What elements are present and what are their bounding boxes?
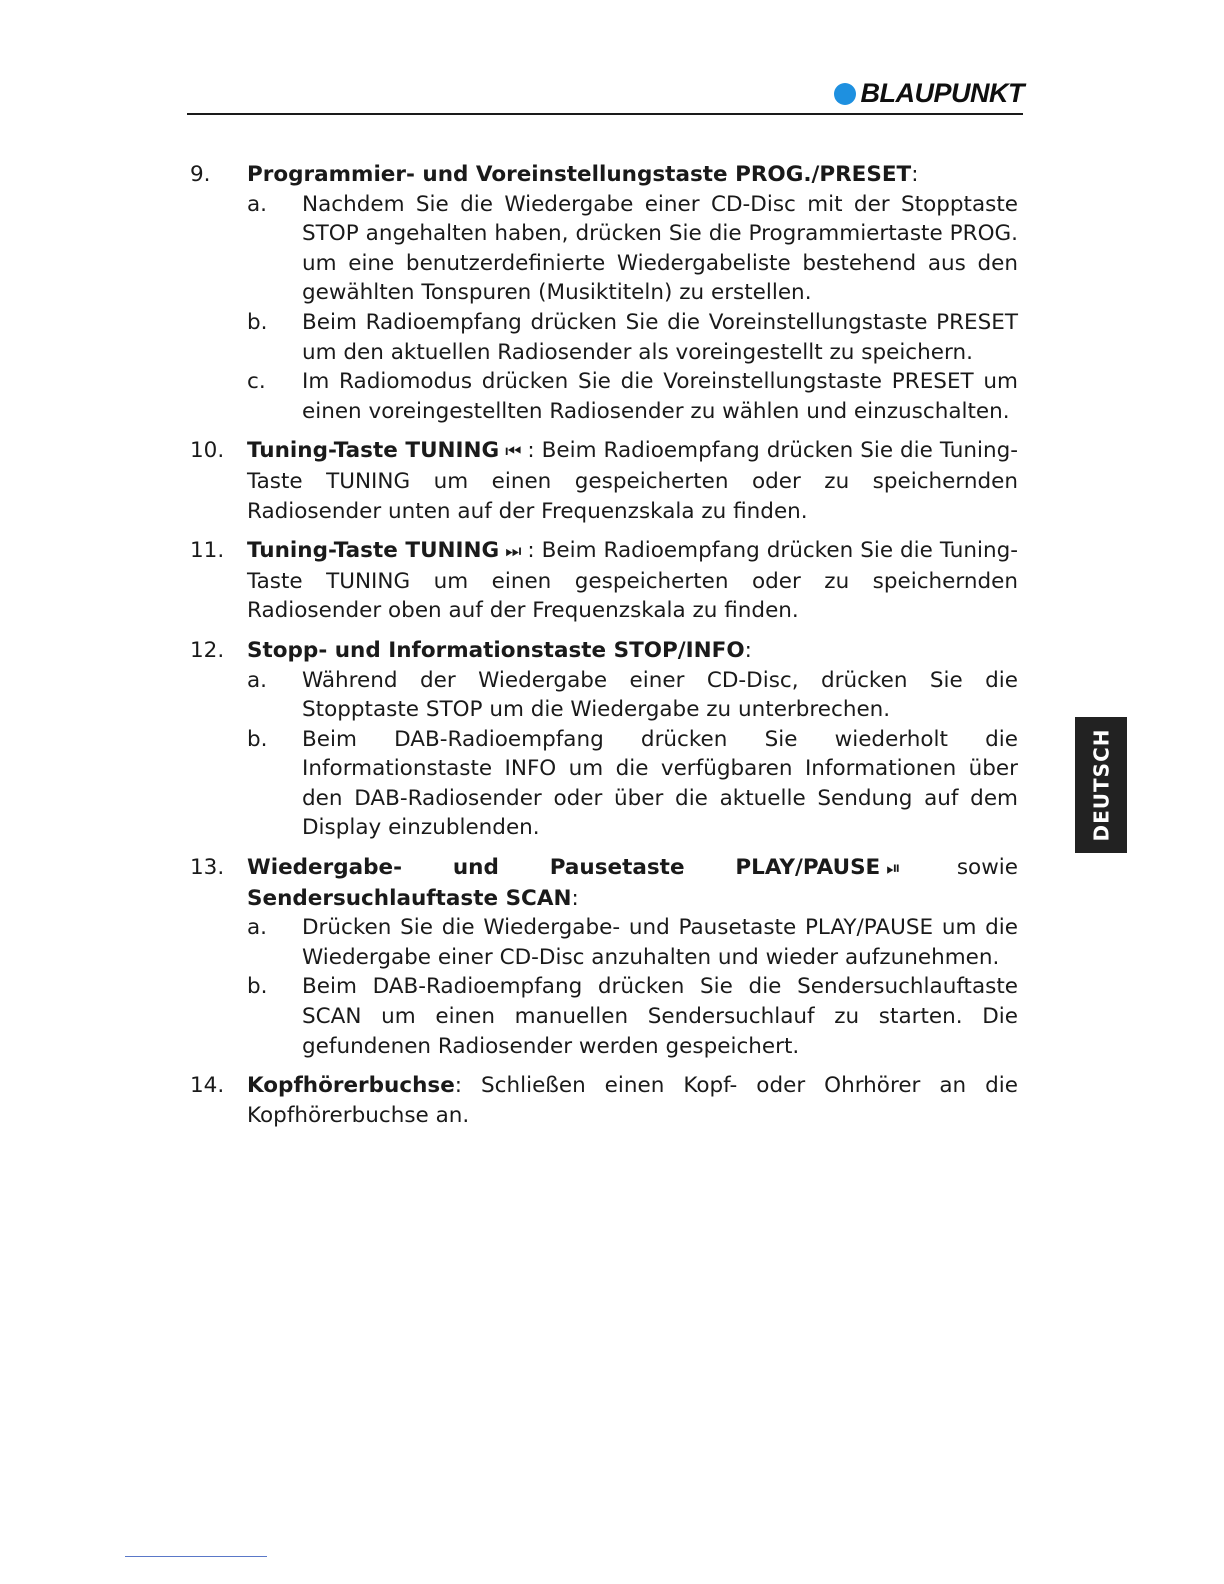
item-number: 10.: [190, 438, 225, 464]
item-number: 12.: [190, 637, 225, 663]
item-number: 14.: [190, 1073, 225, 1099]
item-heading: Wiedergabe- und Pausetaste PLAY/PAUSE ⏯ sowie Sendersuchlauftaste SCAN:: [247, 855, 1018, 911]
sub-item: b. Beim DAB-Radioempfang drücken Sie die Sendersuchlauftaste SCAN um einen manuellen Sendersuchlauf zu starten. Die gefundenen Radiosender werden gespeichert.: [247, 974, 1018, 1059]
header-divider: [187, 113, 1023, 115]
item-number: 13.: [190, 855, 225, 881]
language-tab-label: DEUTSCH: [1089, 728, 1113, 842]
item-title: Wiedergabe- und Pausetaste PLAY/PAUSE: [247, 855, 881, 881]
instruction-list: [190, 160, 1018, 1140]
language-tab: [1075, 717, 1127, 853]
sub-item: c. Im Radiomodus drücken Sie die Voreinstellungstaste PRESET um einen voreingestellten Radiosender zu wählen und einzuschalten.: [247, 369, 1018, 424]
list-item-14: [190, 1071, 1018, 1130]
play-pause-icon: ⏯: [886, 858, 901, 880]
sub-item: a. Drücken Sie die Wiedergabe- und Pausetaste PLAY/PAUSE um die Wiedergabe einer CD-Disc anzuhalten und wieder aufzunehmen.: [247, 915, 1018, 970]
sub-item: b. Beim Radioempfang drücken Sie die Voreinstellungstaste PRESET um den aktuellen Radiosender als voreingestellt zu speichern.: [247, 309, 1018, 365]
footer-line: [125, 1556, 267, 1557]
sub-item: a. Während der Wiedergabe einer CD-Disc, drücken Sie die Stopptaste STOP um die Wiedergabe zu unterbrechen.: [247, 667, 1018, 723]
brand-logo: [834, 78, 1025, 109]
item-title: Stopp- und Informationstaste STOP/INFO: [247, 637, 745, 663]
item-heading: Stopp- und Informationstaste STOP/INFO:: [247, 637, 752, 663]
list-item-11: [190, 536, 1018, 626]
item-title: Tuning-Taste TUNING: [247, 438, 500, 464]
skip-forward-icon: ⏭: [505, 541, 522, 563]
item-heading: Programmier- und Voreinstellungstaste PROG./PRESET:: [247, 162, 919, 187]
item-title: Programmier- und Voreinstellungstaste PROG./PRESET: [247, 162, 912, 187]
item-title-2: Sendersuchlauftaste SCAN: [247, 885, 572, 911]
list-item-9: [190, 160, 1018, 426]
logo-dot-icon: [834, 83, 856, 105]
item-number: 9.: [190, 162, 211, 187]
sub-item: a. Nachdem Sie die Wiedergabe einer CD-Disc mit der Stopptaste STOP angehalten haben, drücken Sie die Programmiertaste PROG. um eine benutzerdefinierte Wiedergabeliste bestehend aus den gewählten Tonspuren (Musiktiteln) zu erstellen.: [247, 191, 1018, 306]
item-text: : Schließen einen Kopf- oder Ohrhörer an die Kopfhörerbuchse an.: [247, 1073, 1018, 1128]
list-item-10: [190, 436, 1018, 526]
item-text: : Beim Radioempfang drücken Sie die Tuning-Taste TUNING um einen gespeicherten oder zu speichernden Radiosender unten auf der Frequenzskala zu finden.: [247, 438, 1018, 524]
item-title: Kopfhörerbuchse: [247, 1073, 455, 1099]
item-number: 11.: [190, 538, 225, 564]
list-item-12: [190, 636, 1018, 843]
skip-back-icon: ⏮: [505, 441, 522, 463]
logo-text: BLAUPUNKT: [860, 78, 1024, 108]
item-title: Tuning-Taste TUNING: [247, 538, 500, 564]
sub-item: b. Beim DAB-Radioempfang drücken Sie wiederholt die Informationstaste INFO um die verfügbaren Informationen über den DAB-Radiosender oder über die aktuelle Sendung auf dem Display einzublenden.: [247, 726, 1018, 841]
item-text: : Beim Radioempfang drücken Sie die Tuning-Taste TUNING um einen gespeicherten oder zu speichernden Radiosender oben auf der Frequenzskala zu finden.: [247, 538, 1018, 624]
list-item-13: [190, 853, 1018, 1061]
